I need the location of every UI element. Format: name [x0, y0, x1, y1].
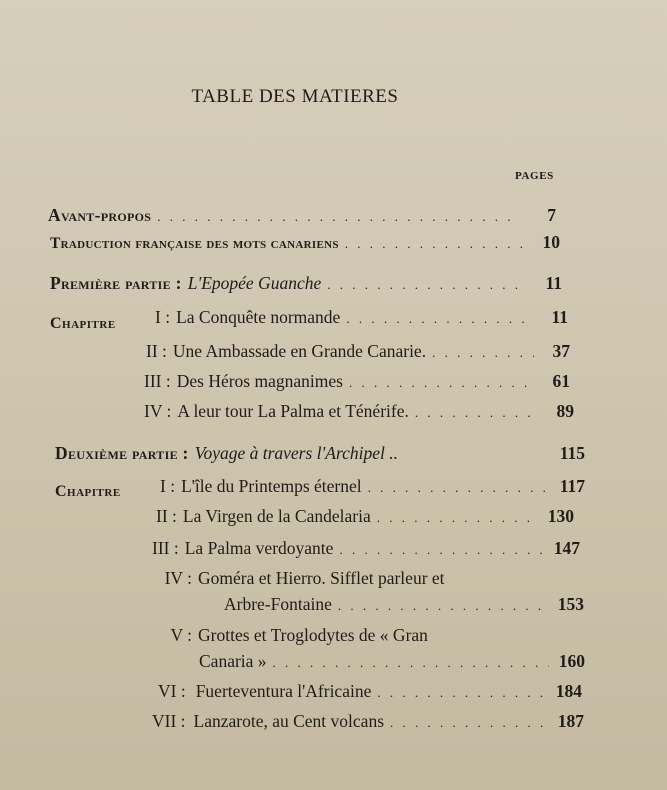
page-number: 160 [558, 651, 585, 671]
page-number: 187 [557, 711, 584, 731]
chapter-title-continued: Arbre-Fontaine [224, 594, 332, 614]
page-number: 115 [559, 443, 585, 463]
chapter-number: I : [160, 476, 176, 496]
chapter-number: IV : [144, 401, 172, 421]
leader-dots [327, 277, 526, 293]
chapter-title: A leur tour La Palma et Ténérife. [177, 401, 409, 421]
chapter-title-continued: Canaria » [199, 651, 267, 671]
toc-chapter [155, 307, 568, 328]
chapter-number: V : [170, 625, 192, 645]
chapter-title: L'île du Printemps éternel [181, 476, 362, 496]
leader-dots [432, 345, 534, 361]
page-number: 153 [557, 594, 584, 614]
leader-dots [345, 236, 524, 252]
toc-chapter [160, 625, 540, 646]
part-prefix: Première partie : [50, 273, 182, 293]
toc-chapter [144, 371, 570, 392]
chapter-title: Fuerteventura l'Africaine [195, 681, 372, 701]
chapitre-label: Chapitre [55, 483, 121, 500]
part-title: Voyage à travers l'Archipel .. [194, 443, 399, 463]
toc-chapter-continued [199, 651, 585, 672]
leader-dots [273, 655, 549, 671]
chapter-number: I : [155, 307, 171, 327]
chapter-number: IV : [164, 568, 192, 588]
page-number: 7 [547, 205, 556, 225]
leader-dots [377, 685, 546, 701]
entry-label: Avant-propos [48, 205, 152, 225]
leader-dots [338, 598, 548, 614]
leader-dots [157, 209, 520, 225]
leader-dots [349, 375, 534, 391]
chapter-number: VII : [152, 711, 186, 731]
chapter-number: III : [144, 371, 171, 391]
chapter-title: Des Héros magnanimes [176, 371, 343, 391]
page-title: TABLE DES MATIERES [191, 86, 399, 107]
toc-chapter [156, 506, 574, 527]
chapter-title: Lanzarote, au Cent volcans [193, 711, 385, 731]
part-prefix: Deuxième partie : [55, 443, 189, 463]
toc-chapter [152, 711, 584, 732]
leader-dots [368, 480, 549, 496]
page-number: 61 [552, 371, 570, 391]
toc-chapter [144, 401, 574, 422]
page-number: 89 [556, 401, 574, 421]
pages-column-label: PAGES [515, 170, 554, 182]
toc-entry-traduction [50, 232, 560, 253]
leader-dots [377, 510, 538, 526]
toc-chapter [158, 681, 582, 702]
chapter-number: VI : [158, 681, 186, 701]
toc-chapter [160, 476, 585, 497]
chapter-number: II : [146, 341, 167, 361]
part-title: L'Epopée Guanche [187, 273, 322, 293]
leader-dots [390, 715, 548, 731]
chapter-title: La Conquête normande [176, 307, 341, 327]
toc-chapter [152, 538, 580, 559]
page-number: 10 [542, 232, 560, 252]
page-number: 37 [552, 341, 570, 361]
chapter-number: II : [156, 506, 177, 526]
toc-part-two [55, 443, 585, 464]
toc-chapter [146, 341, 570, 362]
toc-chapter-continued [224, 594, 584, 615]
page-number: 147 [553, 538, 580, 558]
chapter-title: Grottes et Troglodytes de « Gran [198, 625, 428, 645]
leader-dots [346, 311, 532, 327]
chapter-title: La Palma verdoyante [184, 538, 334, 558]
chapter-title: Goméra et Hierro. Sifflet parleur et [198, 568, 445, 588]
entry-label: Traduction française des mots canariens [50, 235, 339, 252]
page-number: 184 [555, 681, 582, 701]
toc-chapter [152, 568, 532, 589]
toc-part-one [50, 273, 562, 294]
leader-dots [339, 542, 544, 558]
chapter-title: La Virgen de la Candelaria [182, 506, 371, 526]
page-number: 117 [559, 476, 585, 496]
toc-entry-avant-propos [48, 205, 556, 226]
page-number: 11 [545, 273, 562, 293]
page-number: 130 [547, 506, 574, 526]
chapitre-label: Chapitre [50, 315, 116, 332]
leader-dots [415, 405, 538, 421]
chapter-title: Une Ambassade en Grande Canarie. [172, 341, 427, 361]
page-number: 11 [551, 307, 568, 327]
chapter-number: III : [152, 538, 179, 558]
